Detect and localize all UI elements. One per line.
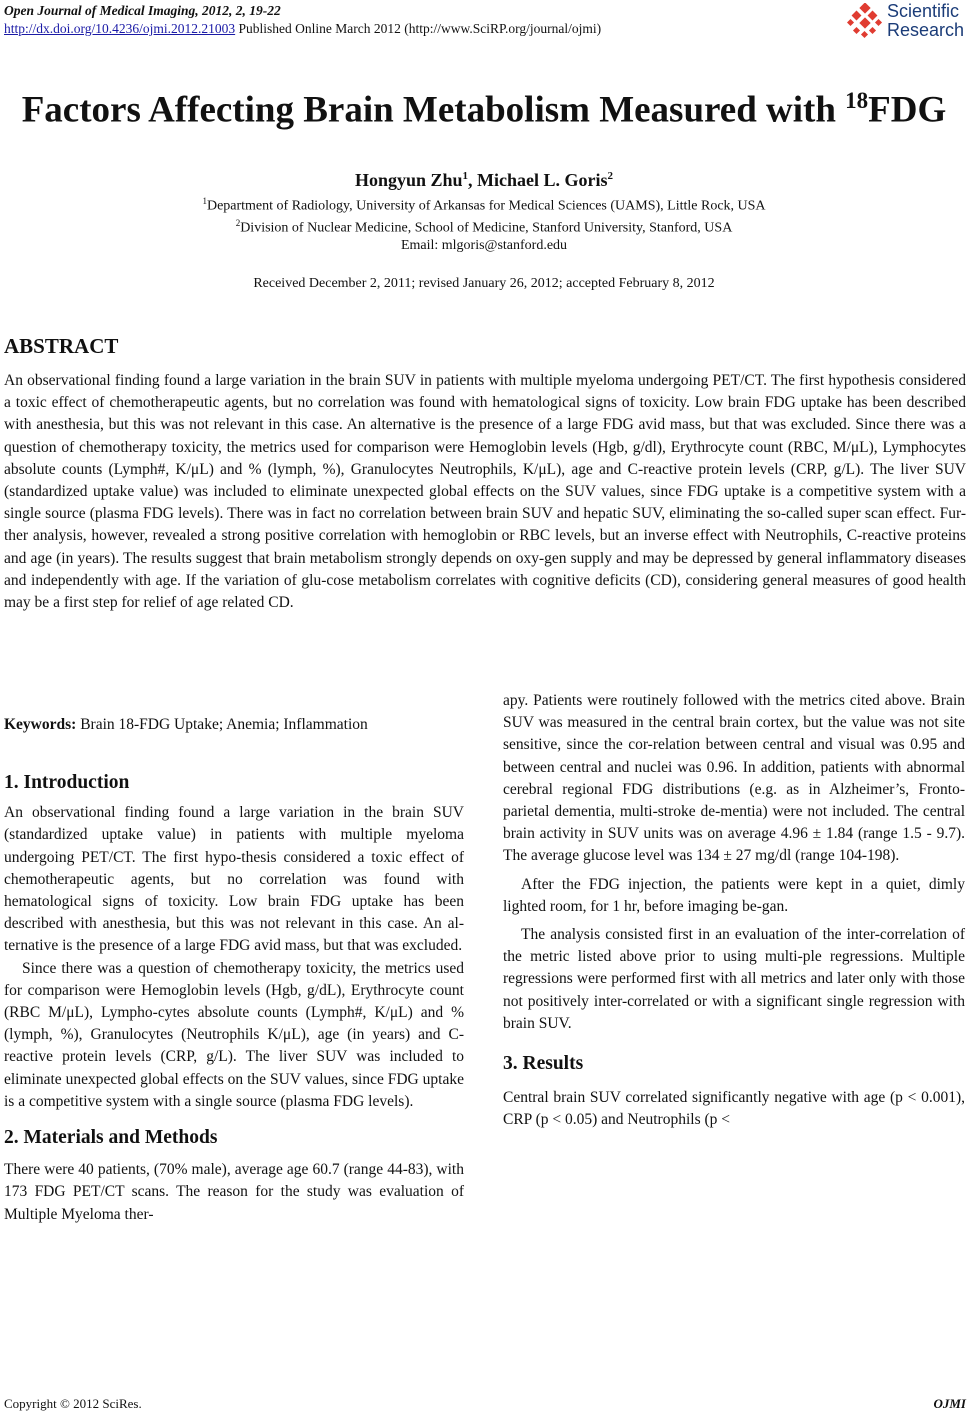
journal-line	[4, 2, 601, 20]
author-1: Hongyun Zhu	[354, 170, 463, 190]
keywords-text: Brain 18-FDG Uptake; Anemia; Inflammation	[76, 716, 368, 733]
affiliation-1-text: Department of Radiology, University of Arkansas for Medical Sciences (UAMS), Little Rock, USA	[206, 198, 766, 214]
author-2-affil: 2	[607, 170, 614, 182]
keywords-label: Keywords:	[4, 716, 77, 733]
page-footer	[4, 1396, 966, 1412]
copyright-text: Copyright © 2012 SciRes.	[4, 1396, 142, 1411]
results-paragraph-1: Central brain SUV correlated significantly negative with age (p < 0.001), CRP (p < 0.05) and Neutrophils (p <	[503, 1089, 965, 1129]
title-main: Factors Affecting Brain Metabolism Measured with	[21, 89, 846, 131]
author-list	[0, 170, 968, 191]
abstract-text: An observational finding found a large variation in the brain SUV in patients with multiple myeloma undergoing PET/CT. The first hypothesis considered a toxic effect of chemotherapeutic agents, but no correlation was found with hematological signs of toxicity. Low brain FDG uptake has been described with anesthesia, but this was not relevant in this case. An alternative is the presence of a large FDG avid mass, but that was excluded. Since there was a question of chemotherapy toxicity, the metrics used for comparison were Hemoglobin levels (Hgb, g/dl), Erythrocyte count (RBC, M/μL), Lymphocytes absolute counts (Lymph#, K/μL) and % (lymph, %), Granulocytes Neutrophils, K/μL), age and C-reactive protein levels (CRP, g/L). The liver SUV (standardized uptake value) was included to eliminate unexpected global effects on the SUV values, since FDG uptake is a competitive system with a single source (plasma FDG levels). There was in fact no correlation between brain SUV and hepatic SUV, eliminating the so-called super scan effect. Fur-ther analysis, however, revealed a strong positive correlation with hemoglobin or RBC levels, but an inverse effect with Neutrophils, C-reactive proteins and age (in years). The results suggest that brain metabolism strongly depends on oxy-gen supply and may be depressed by general inflammatory diseases and independently with age. If the variation of glu-cose metabolism correlates with cognitive deficits (CD), considering general measures of good health may be a first step for relief of age related CD.	[4, 372, 966, 612]
results-heading: 3. Results	[503, 1053, 584, 1075]
journal-volume: , 2012, 2, 19-22	[195, 3, 281, 18]
affiliation-1	[0, 196, 968, 215]
received-dates: Received December 2, 2011; revised January 26, 2012; accepted February 8, 2012	[253, 276, 715, 291]
paper-title	[0, 88, 968, 131]
affiliation-1-marker: 1	[202, 196, 207, 206]
methods-paragraph-2: apy. Patients were routinely followed with the metrics cited above. Brain SUV was measured in the central brain cortex, but the value was not site sensitive, since the cor-relation between central and visual was 0.95 and between central and nuclei was 0.96. In addition, patients with abnormal cerebral regional FDG distributions (e.g. as in Alzheimer’s, Fronto-parietal dementia, multi-stroke de-mentia) were not included. The central brain activity in SUV units was on average 4.96 ± 1.84 (range 1.5 - 9.7). The average glucose level was 134 ± 27 mg/dl (range 104-198).	[503, 692, 965, 865]
journal-header	[4, 2, 601, 38]
author-email: Email: mlgoris@stanford.edu	[400, 238, 568, 253]
right-column	[503, 690, 965, 1132]
scientific-research-logo-icon	[847, 3, 883, 39]
logo-line1: Scientific	[886, 1, 959, 21]
published-info: Published Online March 2012 (http://www.SciRP.org/journal/ojmi)	[235, 21, 602, 36]
abstract-heading: ABSTRACT	[4, 334, 119, 358]
methods-paragraph-3: After the FDG injection, the patients were kept in a quiet, dimly lighted room, for 1 hr, before imaging be-gan.	[503, 875, 965, 915]
logo-line2: Research	[886, 20, 964, 40]
logo-text	[887, 2, 964, 40]
keywords	[4, 716, 368, 734]
title-superscript: 18	[845, 88, 869, 113]
methods-paragraph-1: There were 40 patients, (70% male), average age 60.7 (range 44-83), with 173 FDG PET/CT scans. The reason for the study was evaluation of Multiple Myeloma ther-	[4, 1161, 464, 1223]
doi-link[interactable]: http://dx.doi.org/10.4236/ojmi.2012.21003	[4, 21, 236, 36]
left-column	[4, 772, 464, 1226]
journal-name: Open Journal of Medical Imaging	[4, 3, 196, 18]
doi-line	[4, 20, 601, 38]
intro-heading: 1. Introduction	[4, 772, 130, 793]
title-end: FDG	[868, 89, 947, 131]
methods-heading: 2. Materials and Methods	[4, 1127, 218, 1149]
publisher-logo	[847, 2, 964, 40]
author-2: Michael L. Goris	[477, 170, 608, 190]
affiliation-2	[0, 218, 968, 237]
methods-paragraph-4: The analysis consisted first in an evaluation of the inter-correlation of the metric listed above prior to using multi-ple regressions. Multiple regressions were performed first with all metrics and later only with those not positively inter-correlated or with a significant single regression with brain SUV.	[503, 926, 965, 1032]
intro-paragraph-2: Since there was a question of chemotherapy toxicity, the metrics used for comparison were Hemoglobin levels (Hgb, g/dL), Erythrocyte count (RBC M/μL), Lympho-cytes absolute counts (Lymph#, K/μL) and % (lymph, %), Granulocytes (Neutrophils K/μL), age (in years) and C-reactive protein levels (CRP, g/L). The liver SUV was included to eliminate unexpected global effects on the SUV values, since FDG uptake is a competitive system with a single source (plasma FDG levels).	[4, 959, 464, 1110]
author-1-affil: 1	[462, 170, 469, 182]
journal-abbrev: OJMI	[933, 1396, 966, 1411]
intro-paragraph-1: An observational finding found a large variation in the brain SUV (standardized uptake value) in patients with multiple myeloma undergoing PET/CT. The first hypo-thesis considered a toxic effect of chemotherapeutic agents, but no correlation was found with hematological signs of toxicity. Low brain FDG uptake has been described with anesthesia, but this was not relevant in this case. An al-ternative is the presence of a large FDG avid mass, but that was excluded.	[4, 804, 464, 955]
author-separator: ,	[468, 170, 478, 190]
affiliation-2-marker: 2	[235, 218, 241, 228]
affiliation-2-text: Division of Nuclear Medicine, School of Medicine, Stanford University, Stanford, USA	[240, 220, 733, 236]
